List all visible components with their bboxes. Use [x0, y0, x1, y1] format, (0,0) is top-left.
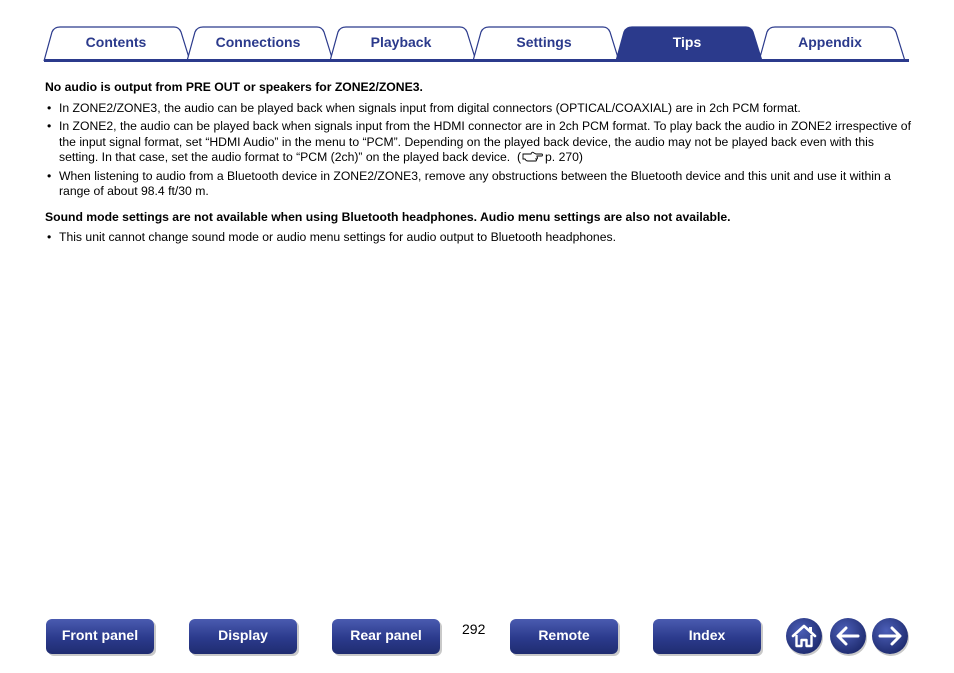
rear-panel-button[interactable]: Rear panel [332, 619, 440, 654]
list-item-text: This unit cannot change sound mode or audio menu settings for audio output to Bluetooth headphones. [59, 230, 616, 244]
bullet-list [45, 101, 911, 200]
list-item [45, 169, 911, 200]
arrow-right-icon [872, 618, 908, 654]
home-button[interactable] [786, 618, 822, 654]
tab-bar [0, 0, 954, 64]
remote-button[interactable]: Remote [510, 619, 618, 654]
arrow-left-icon [830, 618, 866, 654]
page-reference: p. 270 [545, 150, 579, 164]
tab-tips[interactable]: Tips [672, 34, 702, 50]
list-item [45, 101, 911, 117]
page-content [45, 80, 911, 256]
display-button[interactable]: Display [189, 619, 297, 654]
tab-contents[interactable]: Contents [85, 34, 147, 50]
list-item-text: In ZONE2, the audio can be played back when signals input from the HDMI connector are in 2ch PCM format. To play back the audio in ZONE2 irrespective of the input signal format, set “HDMI Audio” in the menu to “PCM”. Depending on the played back device, the audio may not be played back even with this setting. In that case, set the audio format to “PCM (2ch)” on the played back device. [59, 119, 911, 164]
pointing-hand-icon [522, 150, 544, 162]
list-item [45, 230, 911, 246]
back-button[interactable] [830, 618, 866, 654]
list-item [45, 119, 911, 166]
section-heading: No audio is output from PRE OUT or speakers for ZONE2/ZONE3. [45, 80, 423, 94]
tab-settings[interactable]: Settings [516, 34, 572, 50]
section-heading: Sound mode settings are not available when using Bluetooth headphones. Audio menu settings are also not available. [45, 209, 731, 224]
forward-button[interactable] [872, 618, 908, 654]
tab-appendix[interactable]: Appendix [798, 34, 862, 50]
bullet-list [45, 230, 911, 246]
tab-connections[interactable]: Connections [215, 34, 301, 50]
list-item-text: In ZONE2/ZONE3, the audio can be played back when signals input from digital connectors (OPTICAL/COAXIAL) are in 2ch PCM format. [59, 100, 801, 115]
index-button[interactable]: Index [653, 619, 761, 654]
front-panel-button[interactable]: Front panel [46, 619, 154, 654]
list-item-text: When listening to audio from a Bluetooth device in ZONE2/ZONE3, remove any obstructions between the Bluetooth device and this unit and use it within a range of about 98.4 ft/30 m. [59, 168, 891, 198]
tab-shapes [0, 0, 954, 64]
page-reference-link[interactable]: ( p. 270) [513, 150, 583, 164]
page-number: 292 [462, 621, 486, 637]
home-icon [786, 618, 822, 654]
tab-playback[interactable]: Playback [370, 34, 432, 50]
